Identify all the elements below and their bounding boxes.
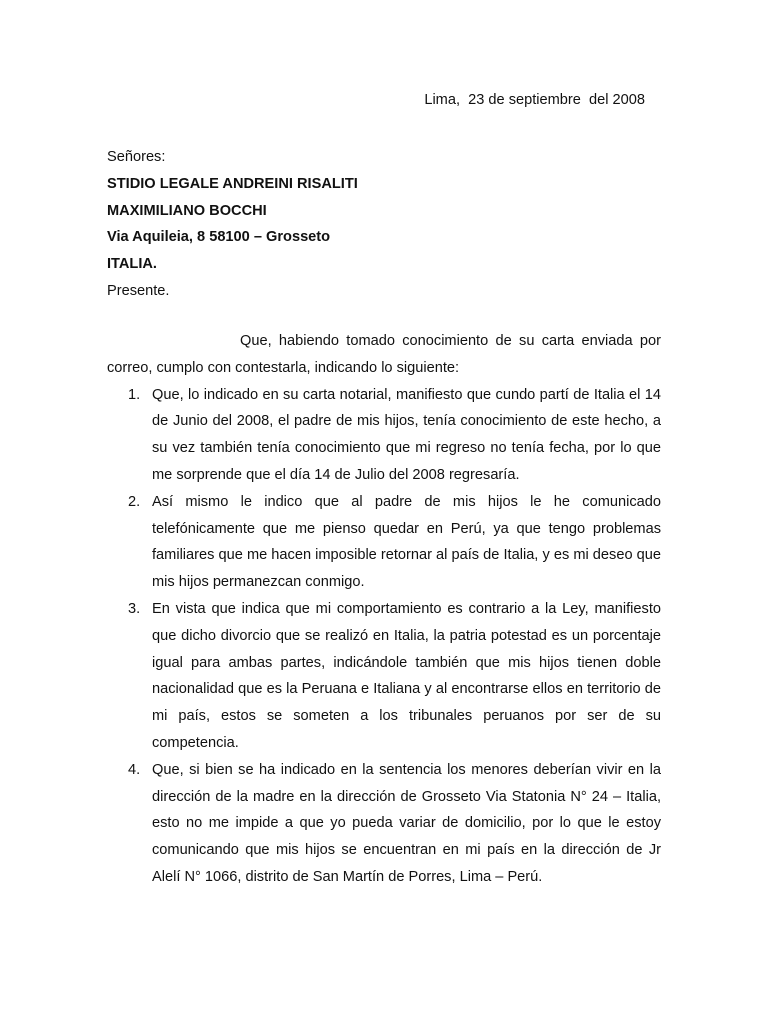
list-item-text: En vista que indica que mi comportamiento es contrario a la Ley, manifiesto que dicho divorcio que se realizó en Italia, la patria potestad es un porcentaje igual para ambas partes, indicándole también que mis hijos tienen doble nacionalidad que es la Peruana e Italiana y al encontrarse ellos en territorio de mi país, estos se someten a los tribunales peruanos por ser de su competencia.: [152, 600, 661, 751]
recipient-street: Via Aquileia, 8 58100 – Grosseto: [107, 229, 331, 246]
recipient-firm: STIDIO LEGALE ANDREINI RISALITI: [107, 175, 358, 192]
list-item-number: 1.: [128, 386, 141, 403]
list-item-text: Así mismo le indico que al padre de mis hijos le he comunicado telefónicamente que me pienso quedar en Perú, ya que tengo problemas familiares que me hacen imposible retornar al país de Italia, y es mi deseo que mis hijos permanezcan conmigo.: [152, 493, 661, 591]
greeting: Señores:: [107, 149, 166, 165]
intro-paragraph: Que, habiendo tomado conocimiento de su carta enviada por correo, cumplo con contestarla, indicando lo siguiente:: [107, 333, 661, 376]
presente-line: Presente.: [107, 282, 170, 299]
list-item-number: 2.: [128, 493, 141, 510]
list-item-number: 4.: [128, 761, 141, 778]
numbered-list: [107, 382, 661, 891]
recipient-block: [107, 144, 358, 305]
recipient-name: MAXIMILIANO BOCCHI: [107, 202, 267, 219]
list-item: [107, 757, 661, 891]
recipient-country: ITALIA.: [107, 256, 157, 273]
list-item: [107, 489, 661, 596]
list-item-number: 3.: [128, 600, 141, 617]
list-item: [107, 382, 661, 489]
list-item: [107, 596, 661, 757]
letter-body: [107, 328, 661, 891]
list-item-text: Que, si bien se ha indicado en la sentencia los menores deberían vivir en la dirección de la madre en la dirección de Grosseto Via Statonia N° 24 – Italia, esto no me impide a que yo pueda variar de domicilio, por lo que le estoy comunicando que mis hijos se encuentran en mi país en la dirección de Jr Alelí N° 1066, distrito de San Martín de Porres, Lima – Perú.: [152, 761, 661, 885]
list-item-text: Que, lo indicado en su carta notarial, manifiesto que cundo partí de Italia el 14 de Junio del 2008, el padre de mis hijos, tenía conocimiento de este hecho, a su vez también tenía conocimiento que mi regreso no tenía fecha, por lo que me sorprende que el día 14 de Julio del 2008 regresaría.: [152, 386, 661, 483]
letter-date: Lima, 23 de septiembre del 2008: [424, 92, 645, 108]
